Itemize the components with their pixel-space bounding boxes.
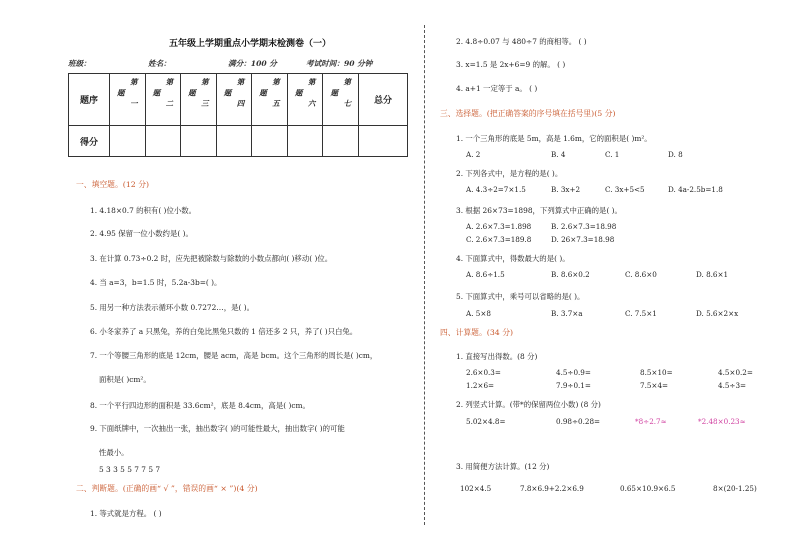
col-header-2-text: 第二题 (151, 78, 174, 121)
s3-q1-option-d: D. 8 (668, 150, 683, 159)
s1-question-3: 3. 在计算 0.73÷0.2 时，应先把被除数与除数的小数点都向( )移动( )位。 (90, 254, 333, 263)
col-header-1-text: 第一题 (116, 78, 139, 121)
vertical-calc-item: 5.02×4.8= (466, 417, 506, 426)
s1-question-6: 6. 小冬家养了 a 只黑兔，养的白兔比黑兔只数的 1 倍还多 2 只，养了( )只白兔。 (90, 327, 358, 336)
score-cell[interactable] (287, 126, 323, 157)
vertical-calc-item: *2.48×0.23≈ (698, 417, 746, 426)
simplify-item: 0.65×10.9×6.5 (620, 484, 676, 493)
col-header-2 (145, 74, 181, 126)
col-header-3-text: 第三题 (187, 78, 210, 121)
s3-q3-option-b: B. 2.6×7.3=18.98 (551, 222, 617, 231)
col-header-7-text: 第七题 (329, 78, 352, 121)
calc-item: 7.5×4= (640, 381, 669, 390)
s3-q2-option-d: D. 4a-2.5b=1.8 (668, 185, 723, 194)
full-score: 满分：100 分 (228, 59, 277, 68)
simplify-item: 8×(20-1.25) (713, 484, 757, 493)
s3-question-2: 2. 下列各式中，是方程的是( )。 (456, 169, 563, 178)
score-cell[interactable] (181, 126, 217, 157)
page-title: 五年级上学期重点小学期末检测卷（一） (168, 39, 331, 49)
s3-q5-option-c: C. 7.5×1 (625, 309, 657, 318)
section-3-heading: 三、选择题。(把正确答案的序号填在括号里)(5 分) (440, 109, 616, 118)
s3-q4-option-c: C. 8.6×0 (625, 270, 657, 279)
col-header-5-text: 第五题 (258, 78, 281, 121)
s1-question-1: 1. 4.18×0.7 的积有( )位小数。 (90, 206, 197, 215)
section-1-heading: 一、填空题。(12 分) (76, 180, 150, 189)
s3-q5-option-b: B. 3.7×a (551, 309, 583, 318)
col-header-1 (110, 74, 146, 126)
s2-question-3: 3. x=1.5 是 2x+6=9 的解。 ( ) (456, 60, 566, 69)
s1-question-2: 2. 4.95 保留一位小数约是( )。 (90, 229, 193, 238)
calc-item: 7.9÷0.1= (556, 381, 591, 390)
score-cell[interactable] (323, 126, 359, 157)
s1-question-8: 8. 一个平行四边形的面积是 33.6cm²，底是 8.4cm，高是( )cm。 (90, 401, 310, 410)
col-header-total: 总分 (359, 74, 408, 126)
s4-sub-3: 3. 用简便方法计算。(12 分) (456, 462, 550, 471)
s3-question-4: 4. 下面算式中，得数最大的是( )。 (456, 254, 570, 263)
col-header-7 (323, 74, 359, 126)
s3-q2-option-c: C. 3x+5<5 (605, 185, 645, 194)
s1-question-7: 7. 一个等腰三角形的底是 12cm，腰是 acm，高是 bcm。这个三角形的周长是( )cm， (90, 351, 378, 360)
s3-question-5: 5. 下面算式中，乘号可以省略的是( )。 (456, 292, 585, 301)
s3-q2-option-a: A. 4.3÷2=7×1.5 (466, 185, 526, 194)
col-header-3 (181, 74, 217, 126)
calc-item: 4.5÷0.9= (556, 368, 591, 377)
s2-question-4: 4. a+1 一定等于 a。 ( ) (456, 84, 538, 93)
s3-question-1: 1. 一个三角形的底是 5m，高是 1.6m，它的面积是( )m²。 (456, 134, 652, 143)
col-header-6 (287, 74, 323, 126)
col-header-5 (252, 74, 288, 126)
exam-time: 考试时间：90 分钟 (306, 59, 373, 68)
column-divider (424, 25, 425, 525)
simplify-item: 7.8×6.9+2.2×6.9 (520, 484, 584, 493)
vertical-calc-item: 0.98÷0.28= (556, 417, 601, 426)
calc-item: 4.5×0.2= (718, 368, 753, 377)
score-cell[interactable] (252, 126, 288, 157)
col-header-6-text: 第六题 (294, 78, 317, 121)
s1-question-9b: 性最小。 (99, 448, 129, 457)
col-header-4-text: 第四题 (222, 78, 245, 121)
row-label-score: 得分 (69, 126, 110, 157)
s3-q1-option-a: A. 2 (466, 150, 481, 159)
s3-q2-option-b: B. 3x+2 (551, 185, 581, 194)
calc-item: 4.5÷3= (718, 381, 747, 390)
s3-question-3: 3. 根据 26×73=1898，下列算式中正确的是( )。 (456, 206, 622, 215)
score-table (68, 73, 408, 157)
s3-q5-option-d: D. 5.6×2×x (696, 309, 739, 318)
s3-q3-option-c: C. 2.6×7.3=189.8 (466, 235, 532, 244)
s3-q4-option-d: D. 8.6×1 (696, 270, 729, 279)
class-label: 班级： (68, 59, 91, 68)
s3-q4-option-b: B. 8.6×0.2 (551, 270, 590, 279)
score-cell[interactable] (216, 126, 252, 157)
section-4-heading: 四、计算题。(34 分) (440, 328, 514, 337)
s1-question-7b: 面积是( )cm²。 (99, 375, 151, 384)
row-label-question: 题序 (69, 74, 110, 126)
s3-q3-option-d: D. 26×7.3=18.98 (551, 235, 615, 244)
s4-sub-2: 2. 列竖式计算。(带*的保留两位小数) (8 分) (456, 400, 601, 409)
s1-question-5: 5. 用另一种方法表示循环小数 0.7272…，是( )。 (90, 303, 254, 312)
s1-question-9: 9. 下面纸牌中，一次抽出一张，抽出数字( )的可能性最大，抽出数字( )的可能 (90, 424, 345, 433)
vertical-calc-item: *8÷2.7≈ (635, 417, 667, 426)
s4-sub-1: 1. 直接写出得数。(8 分) (456, 352, 538, 361)
s2-question-2: 2. 4.8÷0.07 与 480÷7 的商相等。 ( ) (456, 37, 587, 46)
calc-item: 8.5×10= (640, 368, 673, 377)
card-numbers: 5 3 3 5 5 7 7 5 7 (99, 465, 161, 474)
s3-q1-option-c: C. 1 (605, 150, 620, 159)
calc-item: 2.6×0.3= (466, 368, 501, 377)
score-cell[interactable] (145, 126, 181, 157)
s3-q4-option-a: A. 8.6÷1.5 (466, 270, 505, 279)
calc-item: 1.2×6= (466, 381, 495, 390)
section-2-heading: 二、判断题。(正确的画“ √ ”，错误的画“ × ”)(4 分) (76, 484, 258, 493)
s3-q3-option-a: A. 2.6×7.3=1.898 (466, 222, 532, 231)
right-column (430, 0, 794, 549)
s2-question-1: 1. 等式就是方程。 ( ) (90, 509, 162, 518)
s3-q1-option-b: B. 4 (551, 150, 566, 159)
s3-q5-option-a: A. 5×8 (466, 309, 491, 318)
simplify-item: 102×4.5 (460, 484, 492, 493)
s1-question-4: 4. 当 a=3，b=1.5 时，5.2a-3b=( )。 (90, 278, 222, 287)
score-cell-total[interactable] (359, 126, 408, 157)
score-cell[interactable] (110, 126, 146, 157)
col-header-4 (216, 74, 252, 126)
name-label: 姓名： (148, 59, 171, 68)
